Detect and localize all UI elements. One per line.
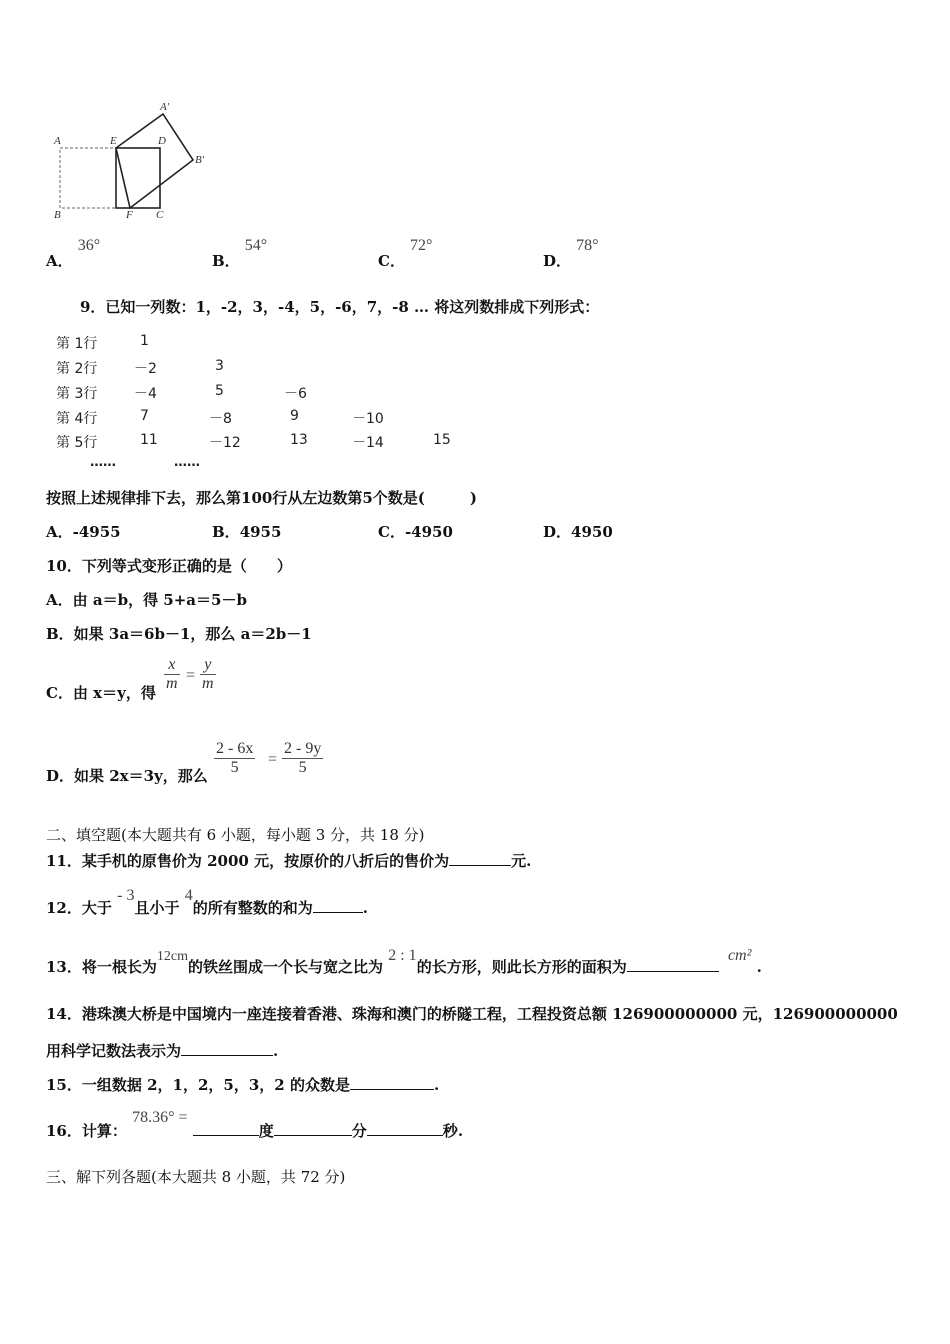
q8-option-a[interactable] xyxy=(46,234,101,270)
q16-math: 78.36° = xyxy=(132,1109,188,1126)
q12 xyxy=(46,884,368,917)
q14-text: 用科学记数法表示为 xyxy=(46,1042,182,1060)
q12-answer-blank[interactable] xyxy=(313,898,363,913)
q9-option-d[interactable] xyxy=(543,521,613,542)
label-E: E xyxy=(110,135,117,147)
q10-option-c[interactable]: C．由 x＝y，得 xyxy=(46,684,156,702)
q8-option-c[interactable] xyxy=(378,234,433,270)
label-F: F xyxy=(126,209,133,220)
q11-suffix: 元. xyxy=(511,852,532,870)
q9-cell: －4 xyxy=(134,386,157,402)
fraction-denominator: 5 xyxy=(230,759,239,776)
q14-line-1: 14．港珠澳大桥是中国境内一座连接着香港、珠海和澳门的桥隧工程，工程投资总额 126900000000 元，126900000000 xyxy=(46,1005,898,1023)
q9-cell: 9 xyxy=(290,408,299,424)
q13-mid: 的铁丝围成一个长与宽之比为 xyxy=(187,958,383,976)
q16-degree-blank[interactable] xyxy=(193,1121,259,1136)
q9-option-c[interactable] xyxy=(378,521,453,542)
q10-option-c-fraction-right xyxy=(200,656,216,693)
q9-cell: 13 xyxy=(290,432,308,448)
q12-pre: 12．大于 xyxy=(46,899,112,917)
q10-option-d-fraction-left xyxy=(214,740,255,777)
q13-math-2: 2 : 1 xyxy=(388,947,417,964)
q9-cell: －2 xyxy=(134,361,157,377)
section-3-heading: 三、解下列各题(本大题共 8 小题，共 72 分) xyxy=(46,1168,346,1186)
q9-cell: －14 xyxy=(352,435,384,451)
q9-option-letter: B． xyxy=(212,523,240,541)
geometry-figure xyxy=(48,98,218,220)
fraction-numerator: 2 - 6x xyxy=(216,740,254,757)
q10-option-c-equals: = xyxy=(186,667,196,684)
section-2-heading: 二、填空题(本大题共有 6 小题，每小题 3 分，共 18 分) xyxy=(46,826,425,844)
q12-end: . xyxy=(362,899,368,917)
folded-quad xyxy=(116,114,193,208)
q14-end: . xyxy=(273,1042,279,1060)
fraction-denominator: 5 xyxy=(298,759,307,776)
q10-option-a[interactable]: A．由 a＝b，得 5+a＝5－b xyxy=(46,591,247,609)
q8-option-b[interactable] xyxy=(212,234,268,270)
q9-cell: 5 xyxy=(215,383,224,399)
q10-option-c-fraction-left xyxy=(164,656,180,693)
q9-cell: 3 xyxy=(215,358,224,374)
rect-abcd-dashed xyxy=(60,148,160,208)
q9-cell: －12 xyxy=(209,435,241,451)
q8-option-c-value: 72° xyxy=(410,237,433,254)
q8-option-d-value: 78° xyxy=(576,237,599,254)
q10-option-b[interactable]: B．如果 3a＝6b－1，那么 a＝2b－1 xyxy=(46,625,312,643)
q9-row-label: 第 2行 xyxy=(56,361,98,377)
label-B-prime: B′ xyxy=(195,154,205,166)
q9-question: 按照上述规律排下去，那么第100行从左边数第5个数是( ) xyxy=(46,489,477,507)
fraction-denominator: m xyxy=(166,675,178,692)
q9-row-label: 第 3行 xyxy=(56,386,98,402)
q13 xyxy=(46,944,762,976)
q16 xyxy=(46,1106,464,1140)
q16-end: . xyxy=(457,1122,464,1140)
fraction-numerator: y xyxy=(200,656,216,675)
q9-cell: 7 xyxy=(140,408,149,424)
q8-option-d-letter: D． xyxy=(543,252,572,270)
q14-line-2 xyxy=(46,1040,278,1061)
fraction-numerator: x xyxy=(164,656,180,675)
q13-pre: 13．将一根长为 xyxy=(46,958,157,976)
q15-end: . xyxy=(433,1076,440,1094)
q9-option-a[interactable] xyxy=(46,521,121,542)
q13-answer-blank[interactable] xyxy=(627,957,719,972)
q9-row-label: 第 1行 xyxy=(56,336,98,352)
q9-option-letter: C． xyxy=(378,523,405,541)
q13-post: 的长方形，则此长方形的面积为 xyxy=(416,958,627,976)
q9-cell: 11 xyxy=(140,432,158,448)
q8-option-c-letter: C． xyxy=(378,252,405,270)
q10-option-d-equals: = xyxy=(268,751,278,768)
q15 xyxy=(46,1074,439,1095)
q8-option-b-value: 54° xyxy=(244,237,268,254)
q9-option-letter: A． xyxy=(46,523,73,541)
q12-math-2: 4 xyxy=(184,887,193,904)
fraction-denominator: m xyxy=(202,675,214,692)
q11 xyxy=(46,850,531,871)
q15-answer-blank[interactable] xyxy=(350,1075,434,1090)
q9-row-label: 第 4行 xyxy=(56,411,98,427)
q9-option-b[interactable] xyxy=(212,521,281,542)
q9-option-value: 4950 xyxy=(571,523,613,541)
q9-option-value: -4950 xyxy=(404,523,453,541)
q9-row-label: 第 5行 xyxy=(56,435,98,451)
q12-post: 的所有整数的和为 xyxy=(192,899,313,917)
q16-pre: 16．计算： xyxy=(46,1122,127,1140)
q11-answer-blank[interactable] xyxy=(449,851,511,866)
q10-option-d[interactable]: D．如果 2x＝3y，那么 xyxy=(46,767,208,785)
label-D: D xyxy=(158,135,166,147)
label-A: A xyxy=(54,135,61,147)
q8-option-a-value: 36° xyxy=(77,237,101,254)
q15-text: 15．一组数据 2，1，2，5，3，2 的众数是 xyxy=(46,1076,350,1094)
q8-option-b-letter: B． xyxy=(212,252,240,270)
q11-text: 11．某手机的原售价为 2000 元，按原价的八折后的售价为 xyxy=(46,852,450,870)
q12-math-1: - 3 xyxy=(117,887,135,904)
q10-option-d-fraction-right xyxy=(282,740,323,777)
q9-dots: …… xyxy=(90,455,116,470)
q9-option-letter: D． xyxy=(543,523,572,541)
q16-minute-blank[interactable] xyxy=(274,1121,352,1136)
label-B: B xyxy=(54,209,61,220)
fraction-numerator: 2 - 9y xyxy=(284,740,322,757)
q13-unit: cm² xyxy=(727,947,752,964)
q13-end: . xyxy=(756,958,762,976)
q9-cell: －8 xyxy=(209,411,232,427)
q9-cell: 1 xyxy=(140,333,149,349)
q9-cell: －10 xyxy=(352,411,384,427)
q9-stem: 9．已知一列数：1，-2，3，-4，5，-6，7，-8 … 将这列数排成下列形式： xyxy=(80,298,600,316)
q9-dots: …… xyxy=(174,455,200,470)
q9-option-value: 4955 xyxy=(239,523,282,541)
label-A-prime: A′ xyxy=(160,101,170,113)
q9-cell: －6 xyxy=(284,386,307,402)
q12-mid: 且小于 xyxy=(134,899,180,917)
q16-degree-label: 度 xyxy=(258,1122,274,1140)
q9-option-value: -4955 xyxy=(72,523,121,541)
q14-answer-blank[interactable] xyxy=(181,1041,273,1056)
label-C: C xyxy=(156,209,164,220)
q16-second-blank[interactable] xyxy=(367,1121,443,1136)
q16-second-label: 秒 xyxy=(442,1122,458,1140)
q8-option-a-letter: A． xyxy=(46,252,73,270)
q9-cell: 15 xyxy=(433,432,451,448)
q8-option-d[interactable] xyxy=(543,234,599,270)
q16-minute-label: 分 xyxy=(351,1122,367,1140)
q13-math-1: 12cm xyxy=(156,949,188,964)
q10-stem: 10．下列等式变形正确的是（ ） xyxy=(46,557,292,575)
